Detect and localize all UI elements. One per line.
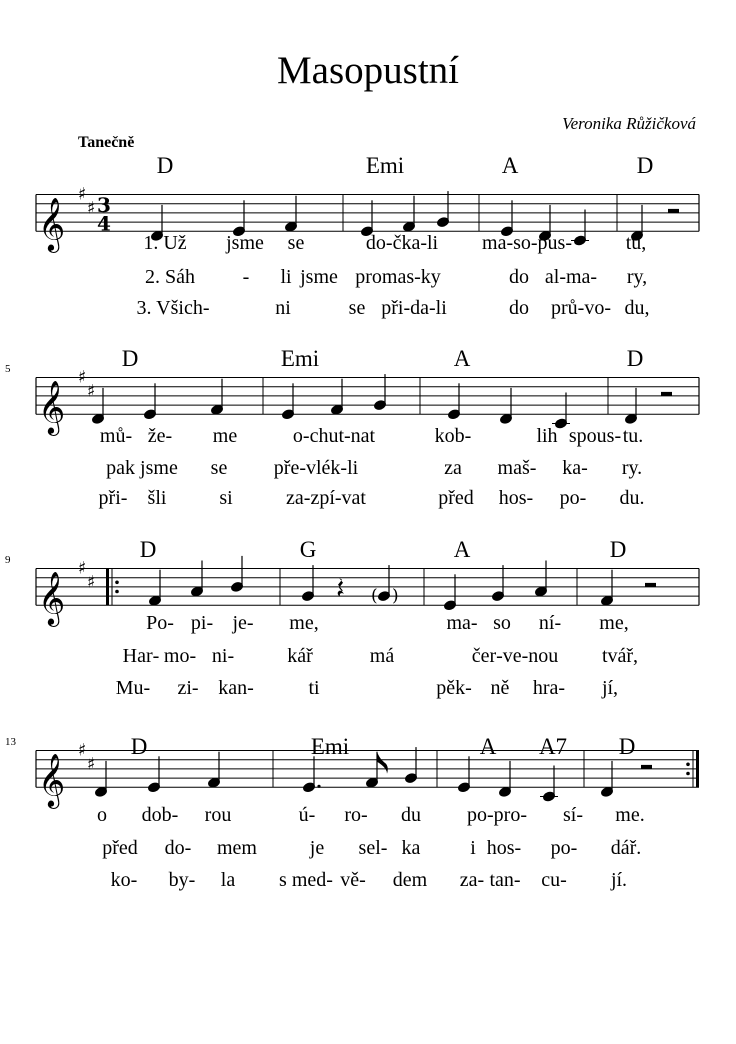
- lyric-syllable: že‑: [147, 425, 173, 447]
- chord-symbol: D: [618, 734, 636, 759]
- chord-symbol: Emi: [310, 734, 350, 759]
- lyric-syllable: dář.: [610, 837, 642, 859]
- chord-symbol: D: [130, 734, 148, 759]
- lyric-syllable: dem: [392, 869, 428, 891]
- eighth-flag: [377, 752, 388, 774]
- sharp-icon: ♯: [87, 381, 96, 402]
- lyric-syllable: s med‑: [279, 869, 333, 891]
- lyric-syllable: by‑: [168, 869, 196, 891]
- time-signature-top: 3: [97, 192, 111, 217]
- half-rest: [641, 765, 652, 769]
- sharp-icon: ♯: [87, 754, 96, 775]
- chord-symbol: Emi: [365, 153, 405, 178]
- lyric-syllable: du,: [624, 297, 650, 319]
- composer-name: Veronika Růžičková: [562, 114, 696, 133]
- lyric-syllable: mo‑: [163, 645, 197, 667]
- lyric-syllable: po‑pro‑: [467, 804, 527, 826]
- lyric-syllable: ma‑: [446, 612, 478, 634]
- lyric-syllable: pi‑: [190, 612, 214, 634]
- lyric-syllable: do: [509, 266, 529, 288]
- lyric-syllable: za‑zpí‑vat: [286, 487, 366, 509]
- lyric-syllable: pěk‑: [436, 677, 472, 699]
- lyric-syllable: sel‑: [358, 837, 388, 859]
- lyric-syllable: za: [444, 457, 462, 479]
- half-rest: [645, 583, 656, 587]
- lyric-syllable: 2. Sáh: [145, 266, 195, 288]
- repeat-dot: [115, 590, 119, 594]
- lyric-syllable: 1. Už: [143, 232, 187, 254]
- chord-symbol: A: [453, 537, 471, 562]
- lyric-syllable: tu.: [622, 425, 644, 447]
- final-thick-barline: [696, 751, 699, 788]
- chord-symbol: D: [139, 537, 157, 562]
- lyric-syllable: tu,: [625, 232, 647, 254]
- lyric-syllable: ně: [490, 677, 510, 699]
- lyric-syllable: Po‑: [146, 612, 174, 634]
- lyric-syllable: po‑: [550, 837, 578, 859]
- time-signature-bottom: 4: [97, 211, 111, 236]
- repeat-thick-barline: [106, 569, 109, 606]
- sharp-icon: ♯: [78, 558, 87, 579]
- lyric-syllable: pak jsme: [106, 457, 178, 479]
- song-title: Masopustní: [276, 49, 459, 92]
- lyric-syllable: čer‑ve‑nou: [471, 645, 559, 667]
- treble-clef-icon: 𝄞: [38, 570, 66, 625]
- chord-symbol: D: [121, 346, 139, 371]
- measure-number: 9: [5, 553, 11, 566]
- lyric-syllable: ka: [401, 837, 421, 859]
- lyric-syllable: kan‑: [218, 677, 254, 699]
- lyric-syllable: ko‑: [110, 869, 138, 891]
- lyric-syllable: du.: [619, 487, 645, 509]
- lyric-syllable: je: [309, 837, 325, 859]
- lyric-syllable: před: [438, 487, 474, 509]
- lyric-syllable: jí.: [610, 869, 628, 891]
- lyric-syllable: ú‑: [298, 804, 316, 826]
- lyric-syllable: Har‑: [122, 645, 160, 667]
- lyric-syllable: za‑: [459, 869, 485, 891]
- lyric-syllable: je‑: [232, 612, 254, 634]
- lyric-syllable: do‑čka‑li: [365, 232, 439, 254]
- sharp-icon: ♯: [87, 572, 96, 593]
- lyric-syllable: maš‑: [497, 457, 537, 479]
- lyric-syllable: ní‑: [538, 612, 562, 634]
- lyric-syllable: hra‑: [532, 677, 566, 699]
- lyric-syllable: me: [212, 425, 238, 447]
- lyric-syllable: tvář,: [601, 645, 639, 667]
- lyric-syllable: me,: [289, 612, 319, 634]
- lyric-syllable: ‑: [242, 266, 250, 288]
- parenthesis-left: (: [371, 586, 378, 607]
- lyric-syllable: vě‑: [340, 869, 366, 891]
- chord-symbol: Emi: [280, 346, 320, 371]
- sharp-icon: ♯: [78, 184, 87, 205]
- lyric-syllable: jí,: [601, 677, 619, 699]
- lyric-syllable: so: [493, 612, 511, 634]
- lyric-syllable: Mu‑: [115, 677, 151, 699]
- lyric-syllable: zi‑: [177, 677, 199, 699]
- half-rest: [661, 392, 672, 396]
- lyric-syllable: o‑chut‑nat: [292, 425, 376, 447]
- lyric-syllable: před: [102, 837, 138, 859]
- lyric-syllable: ti: [308, 677, 320, 699]
- chord-symbol: A: [479, 734, 497, 759]
- lyric-syllable: tan‑: [489, 869, 521, 891]
- lyric-syllable: du: [401, 804, 421, 826]
- lyric-syllable: mem: [217, 837, 257, 859]
- lyric-syllable: jsme: [226, 232, 264, 254]
- lyric-syllable: se: [348, 297, 366, 319]
- lyric-syllable: prů‑vo‑: [551, 297, 611, 319]
- half-rest: [668, 209, 679, 213]
- chord-symbol: D: [156, 153, 174, 178]
- lyric-syllable: jsme: [300, 266, 338, 288]
- repeat-dot: [686, 772, 690, 776]
- lyric-syllable: ni: [275, 297, 291, 319]
- lyric-syllable: dob‑: [141, 804, 179, 826]
- lyric-syllable: promas‑ky: [355, 266, 441, 288]
- treble-clef-icon: 𝄞: [38, 379, 66, 434]
- lyric-syllable: hos‑: [486, 837, 522, 859]
- lyric-syllable: ma‑so‑pus‑: [482, 232, 572, 254]
- lyric-syllable: má: [369, 645, 395, 667]
- augmentation-dot: [317, 785, 320, 788]
- lyric-syllable: si: [219, 487, 233, 509]
- measure-number: 13: [5, 735, 16, 748]
- sharp-icon: ♯: [78, 367, 87, 388]
- lyric-syllable: ry.: [621, 457, 643, 479]
- chord-symbol: D: [609, 537, 627, 562]
- chord-symbol: A: [453, 346, 471, 371]
- lyric-syllable: sí‑: [563, 804, 583, 826]
- lyric-syllable: při‑: [98, 487, 128, 509]
- lyric-syllable: me,: [599, 612, 629, 634]
- lyric-syllable: do‑: [164, 837, 192, 859]
- lyric-syllable: do: [509, 297, 529, 319]
- lyric-syllable: ro‑: [344, 804, 368, 826]
- lyric-syllable: při‑da‑li: [381, 297, 447, 319]
- lyric-syllable: al‑ma‑: [544, 266, 598, 288]
- lyric-syllable: spous‑: [568, 425, 622, 447]
- lyric-syllable: i: [470, 837, 476, 859]
- lyric-syllable: se: [210, 457, 228, 479]
- chord-symbol: A: [501, 153, 519, 178]
- sharp-icon: ♯: [78, 740, 87, 761]
- lyric-syllable: kář: [287, 645, 313, 667]
- measure-number: 5: [5, 362, 11, 375]
- parenthesis-right: ): [392, 586, 399, 607]
- repeat-dot: [115, 581, 119, 585]
- lyric-syllable: se: [287, 232, 305, 254]
- lyric-syllable: me.: [615, 804, 645, 826]
- lyric-syllable: o: [97, 804, 107, 826]
- lyric-syllable: li: [280, 266, 292, 288]
- lyric-syllable: kob‑: [434, 425, 472, 447]
- lyric-syllable: cu‑: [541, 869, 567, 891]
- lyric-syllable: lih: [536, 425, 558, 447]
- lyric-syllable: ka‑: [562, 457, 588, 479]
- lyric-syllable: pře‑vlék‑li: [273, 457, 359, 479]
- treble-clef-icon: 𝄞: [38, 752, 66, 807]
- lyric-syllable: mů‑: [99, 425, 133, 447]
- lyric-syllable: ry,: [626, 266, 648, 288]
- chord-symbol: D: [626, 346, 644, 371]
- sharp-icon: ♯: [87, 198, 96, 219]
- lyric-syllable: po‑: [559, 487, 587, 509]
- chord-symbol: A7: [538, 734, 568, 759]
- lyric-syllable: la: [220, 869, 236, 891]
- repeat-dot: [686, 763, 690, 767]
- lyric-syllable: šli: [147, 487, 167, 509]
- lyric-syllable: 3. Všich‑: [136, 297, 210, 319]
- chord-symbol: D: [636, 153, 654, 178]
- lyric-syllable: ni‑: [211, 645, 235, 667]
- treble-clef-icon: 𝄞: [38, 196, 66, 251]
- lyric-syllable: rou: [204, 804, 232, 826]
- lyric-syllable: hos‑: [498, 487, 534, 509]
- tempo-marking: Tanečně: [78, 134, 135, 151]
- chord-symbol: G: [299, 537, 317, 562]
